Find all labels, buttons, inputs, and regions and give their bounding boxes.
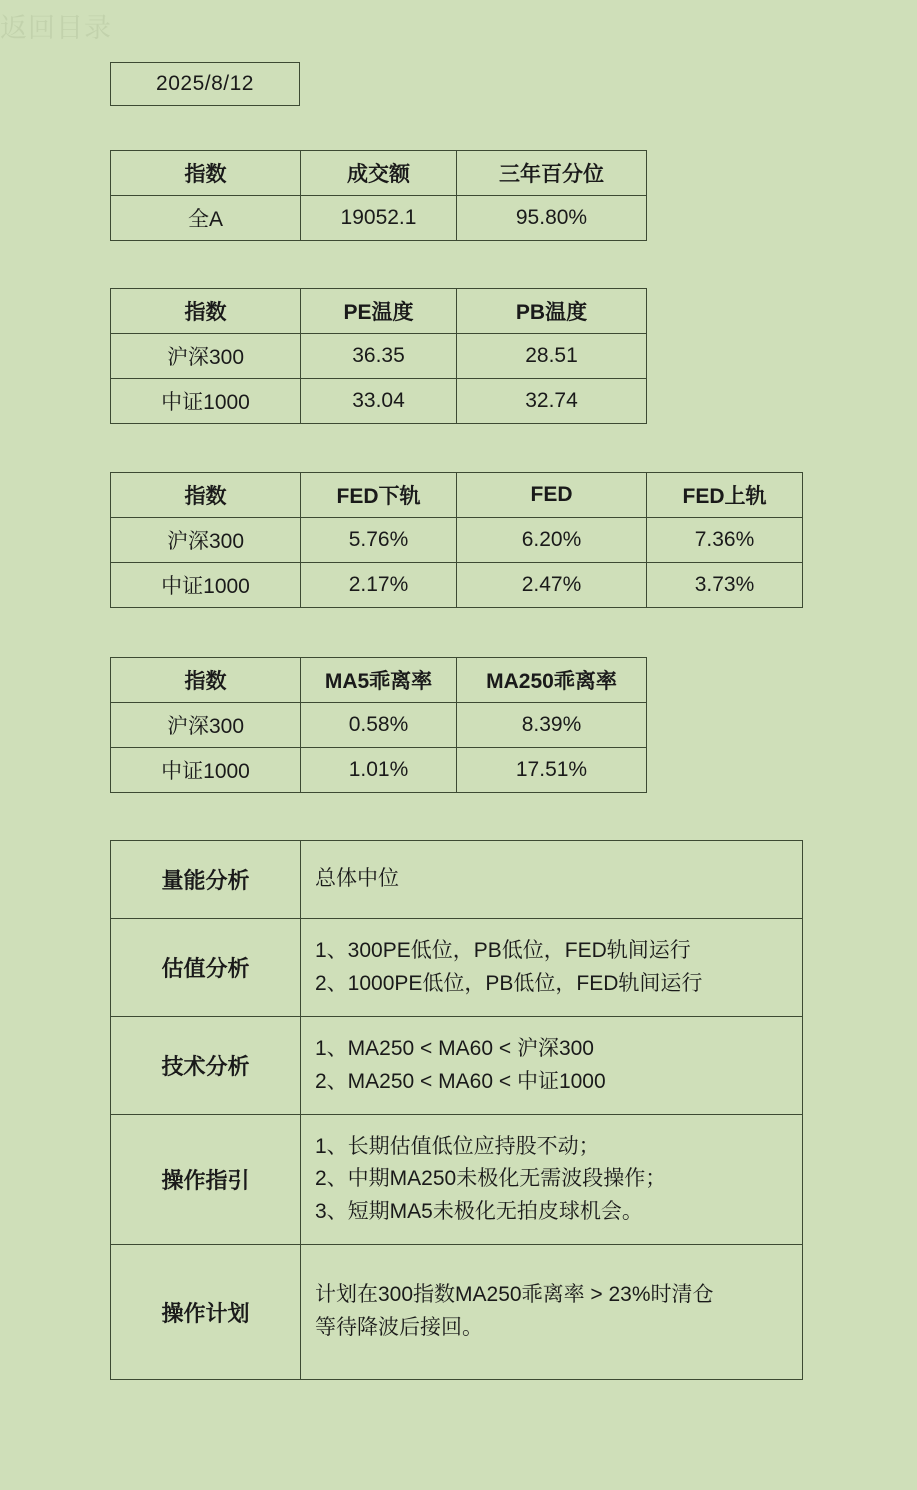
- volume-table: [110, 150, 647, 241]
- table-cell: 中证1000: [111, 748, 301, 793]
- analysis-label: 估值分析: [111, 919, 301, 1017]
- table-row: [111, 748, 647, 793]
- analysis-row-valuation: [111, 919, 803, 1017]
- fed-table: [110, 472, 803, 608]
- column-header: 成交额: [301, 151, 457, 196]
- table-cell: 1.01%: [301, 748, 457, 793]
- column-header: PE温度: [301, 289, 457, 334]
- analysis-label: 量能分析: [111, 841, 301, 919]
- table-cell: 5.76%: [301, 518, 457, 563]
- analysis-line: 等待降波后接回。: [315, 1316, 483, 1339]
- analysis-content: [301, 1245, 803, 1380]
- table-cell: 19052.1: [301, 196, 457, 241]
- analysis-line: 3、短期MA5未极化无拍皮球机会。: [315, 1199, 643, 1223]
- analysis-label: 操作计划: [111, 1245, 301, 1380]
- table-cell: 2.17%: [301, 563, 457, 608]
- analysis-line: 总体中位: [315, 867, 399, 891]
- ma-deviation-table: [110, 657, 647, 793]
- table-cell: 36.35: [301, 334, 457, 379]
- table-cell: 0.58%: [301, 703, 457, 748]
- table-cell: 7.36%: [647, 518, 803, 563]
- table-row: [111, 196, 647, 241]
- table-cell: 95.80%: [457, 196, 647, 241]
- analysis-row-technical: [111, 1017, 803, 1115]
- table-header-row: [111, 151, 647, 196]
- column-header: MA250乖离率: [457, 658, 647, 703]
- analysis-content: [301, 919, 803, 1017]
- table-row: [111, 563, 803, 608]
- table-header-row: [111, 658, 647, 703]
- table-cell: 33.04: [301, 379, 457, 424]
- column-header: 指数: [111, 473, 301, 518]
- table-header-row: [111, 289, 647, 334]
- analysis-content: [301, 1115, 803, 1245]
- analysis-line: 2、1000PE低位，PB低位，FED轨间运行: [315, 971, 703, 995]
- analysis-label: 技术分析: [111, 1017, 301, 1115]
- table-cell: 中证1000: [111, 379, 301, 424]
- table-cell: 17.51%: [457, 748, 647, 793]
- table-cell: 28.51: [457, 334, 647, 379]
- analysis-content: [301, 1017, 803, 1115]
- table-row: [111, 703, 647, 748]
- table-row: [111, 518, 803, 563]
- column-header: PB温度: [457, 289, 647, 334]
- table-row: [111, 379, 647, 424]
- column-header: FED: [457, 473, 647, 518]
- column-header: 指数: [111, 658, 301, 703]
- column-header: MA5乖离率: [301, 658, 457, 703]
- analysis-line: 2、中期MA250未极化无需波段操作；: [315, 1167, 667, 1191]
- analysis-label: 操作指引: [111, 1115, 301, 1245]
- analysis-line: 1、MA250 < MA60 < 沪深300: [315, 1036, 594, 1060]
- watermark-back-to-contents: 返回目录: [0, 13, 112, 43]
- table-cell: 沪深300: [111, 334, 301, 379]
- table-cell: 32.74: [457, 379, 647, 424]
- table-cell: 8.39%: [457, 703, 647, 748]
- table-cell: 6.20%: [457, 518, 647, 563]
- analysis-row-volume: [111, 841, 803, 919]
- analysis-line: 1、300PE低位，PB低位，FED轨间运行: [315, 938, 691, 962]
- temperature-table: [110, 288, 647, 424]
- table-cell: 中证1000: [111, 563, 301, 608]
- table-cell: 2.47%: [457, 563, 647, 608]
- table-cell: 全A: [111, 196, 301, 241]
- analysis-row-plan: [111, 1245, 803, 1380]
- table-cell: 3.73%: [647, 563, 803, 608]
- table-header-row: [111, 473, 803, 518]
- column-header: 指数: [111, 151, 301, 196]
- analysis-content: [301, 841, 803, 919]
- table-row: [111, 334, 647, 379]
- analysis-table: [110, 840, 803, 1380]
- analysis-row-guidance: [111, 1115, 803, 1245]
- analysis-line: 2、MA250 < MA60 < 中证1000: [315, 1069, 606, 1093]
- table-cell: 沪深300: [111, 518, 301, 563]
- column-header: 指数: [111, 289, 301, 334]
- analysis-line: 计划在300指数MA250乖离率 > 23%时清仓: [315, 1283, 714, 1307]
- table-cell: 沪深300: [111, 703, 301, 748]
- column-header: 三年百分位: [457, 151, 647, 196]
- analysis-line: 1、长期估值低位应持股不动；: [315, 1134, 600, 1158]
- column-header: FED上轨: [647, 473, 803, 518]
- column-header: FED下轨: [301, 473, 457, 518]
- report-date-box: 2025/8/12: [110, 62, 300, 106]
